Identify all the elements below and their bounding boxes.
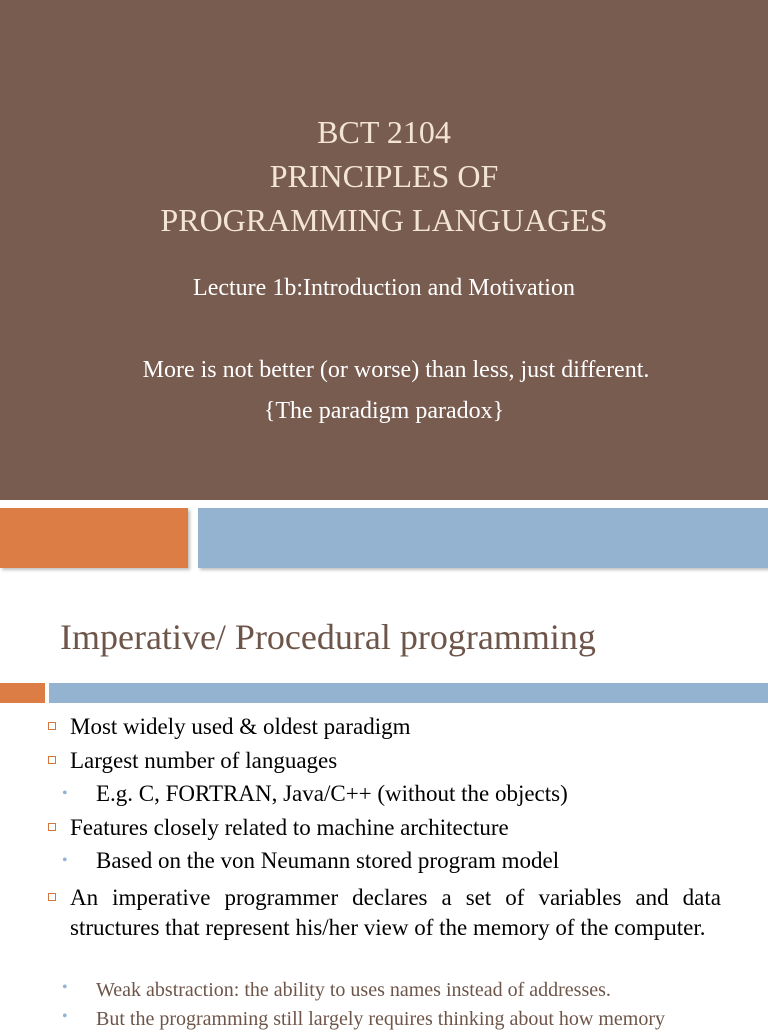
square-bullet-icon <box>48 823 56 831</box>
heading-rule-blue <box>49 683 768 703</box>
bullet-text: Features closely related to machine architecture <box>70 815 509 840</box>
bullet-text: Most widely used & oldest paradigm <box>70 714 411 739</box>
heading-rule-orange <box>0 683 45 703</box>
square-bullet-icon <box>48 893 56 901</box>
bullet-paragraph: An imperative programmer declares a set of variables and data structures that represent his/her view of the memory of the computer. <box>70 885 721 940</box>
course-title <box>0 110 768 242</box>
course-code: BCT 2104 <box>317 114 451 150</box>
dot-bullet-icon: • <box>62 1008 68 1025</box>
title-slide <box>0 0 768 500</box>
minor-bullet-text: Weak abstraction: the ability to uses names instead of addresses. <box>96 979 611 1001</box>
square-bullet-icon <box>48 722 56 730</box>
slide-heading: Imperative/ Procedural programming <box>60 617 596 657</box>
sub-bullet-text: Based on the von Neumann stored program model <box>96 848 560 873</box>
dot-bullet-icon: • <box>62 979 68 996</box>
quote-line-2: {The paradigm paradox} <box>263 398 505 424</box>
lecture-subtitle: Lecture 1b:Introduction and Motivation <box>193 275 575 301</box>
sub-bullet-text: E.g. C, FORTRAN, Java/C++ (without the objects) <box>96 781 568 806</box>
course-title-line-1: PRINCIPLES OF <box>269 158 499 194</box>
quote-line-1: More is not better (or worse) than less, just different. <box>142 357 650 383</box>
decorative-bar-orange <box>0 508 188 568</box>
dot-bullet-icon: • <box>62 785 68 802</box>
course-title-line-2: PROGRAMMING LANGUAGES <box>160 202 608 238</box>
minor-bullet-text: But the programming still largely requires thinking about how memory <box>96 1008 665 1030</box>
decorative-bar-blue <box>198 508 768 568</box>
square-bullet-icon <box>48 756 56 764</box>
dot-bullet-icon: • <box>62 852 68 869</box>
bullet-text: Largest number of languages <box>70 748 338 773</box>
